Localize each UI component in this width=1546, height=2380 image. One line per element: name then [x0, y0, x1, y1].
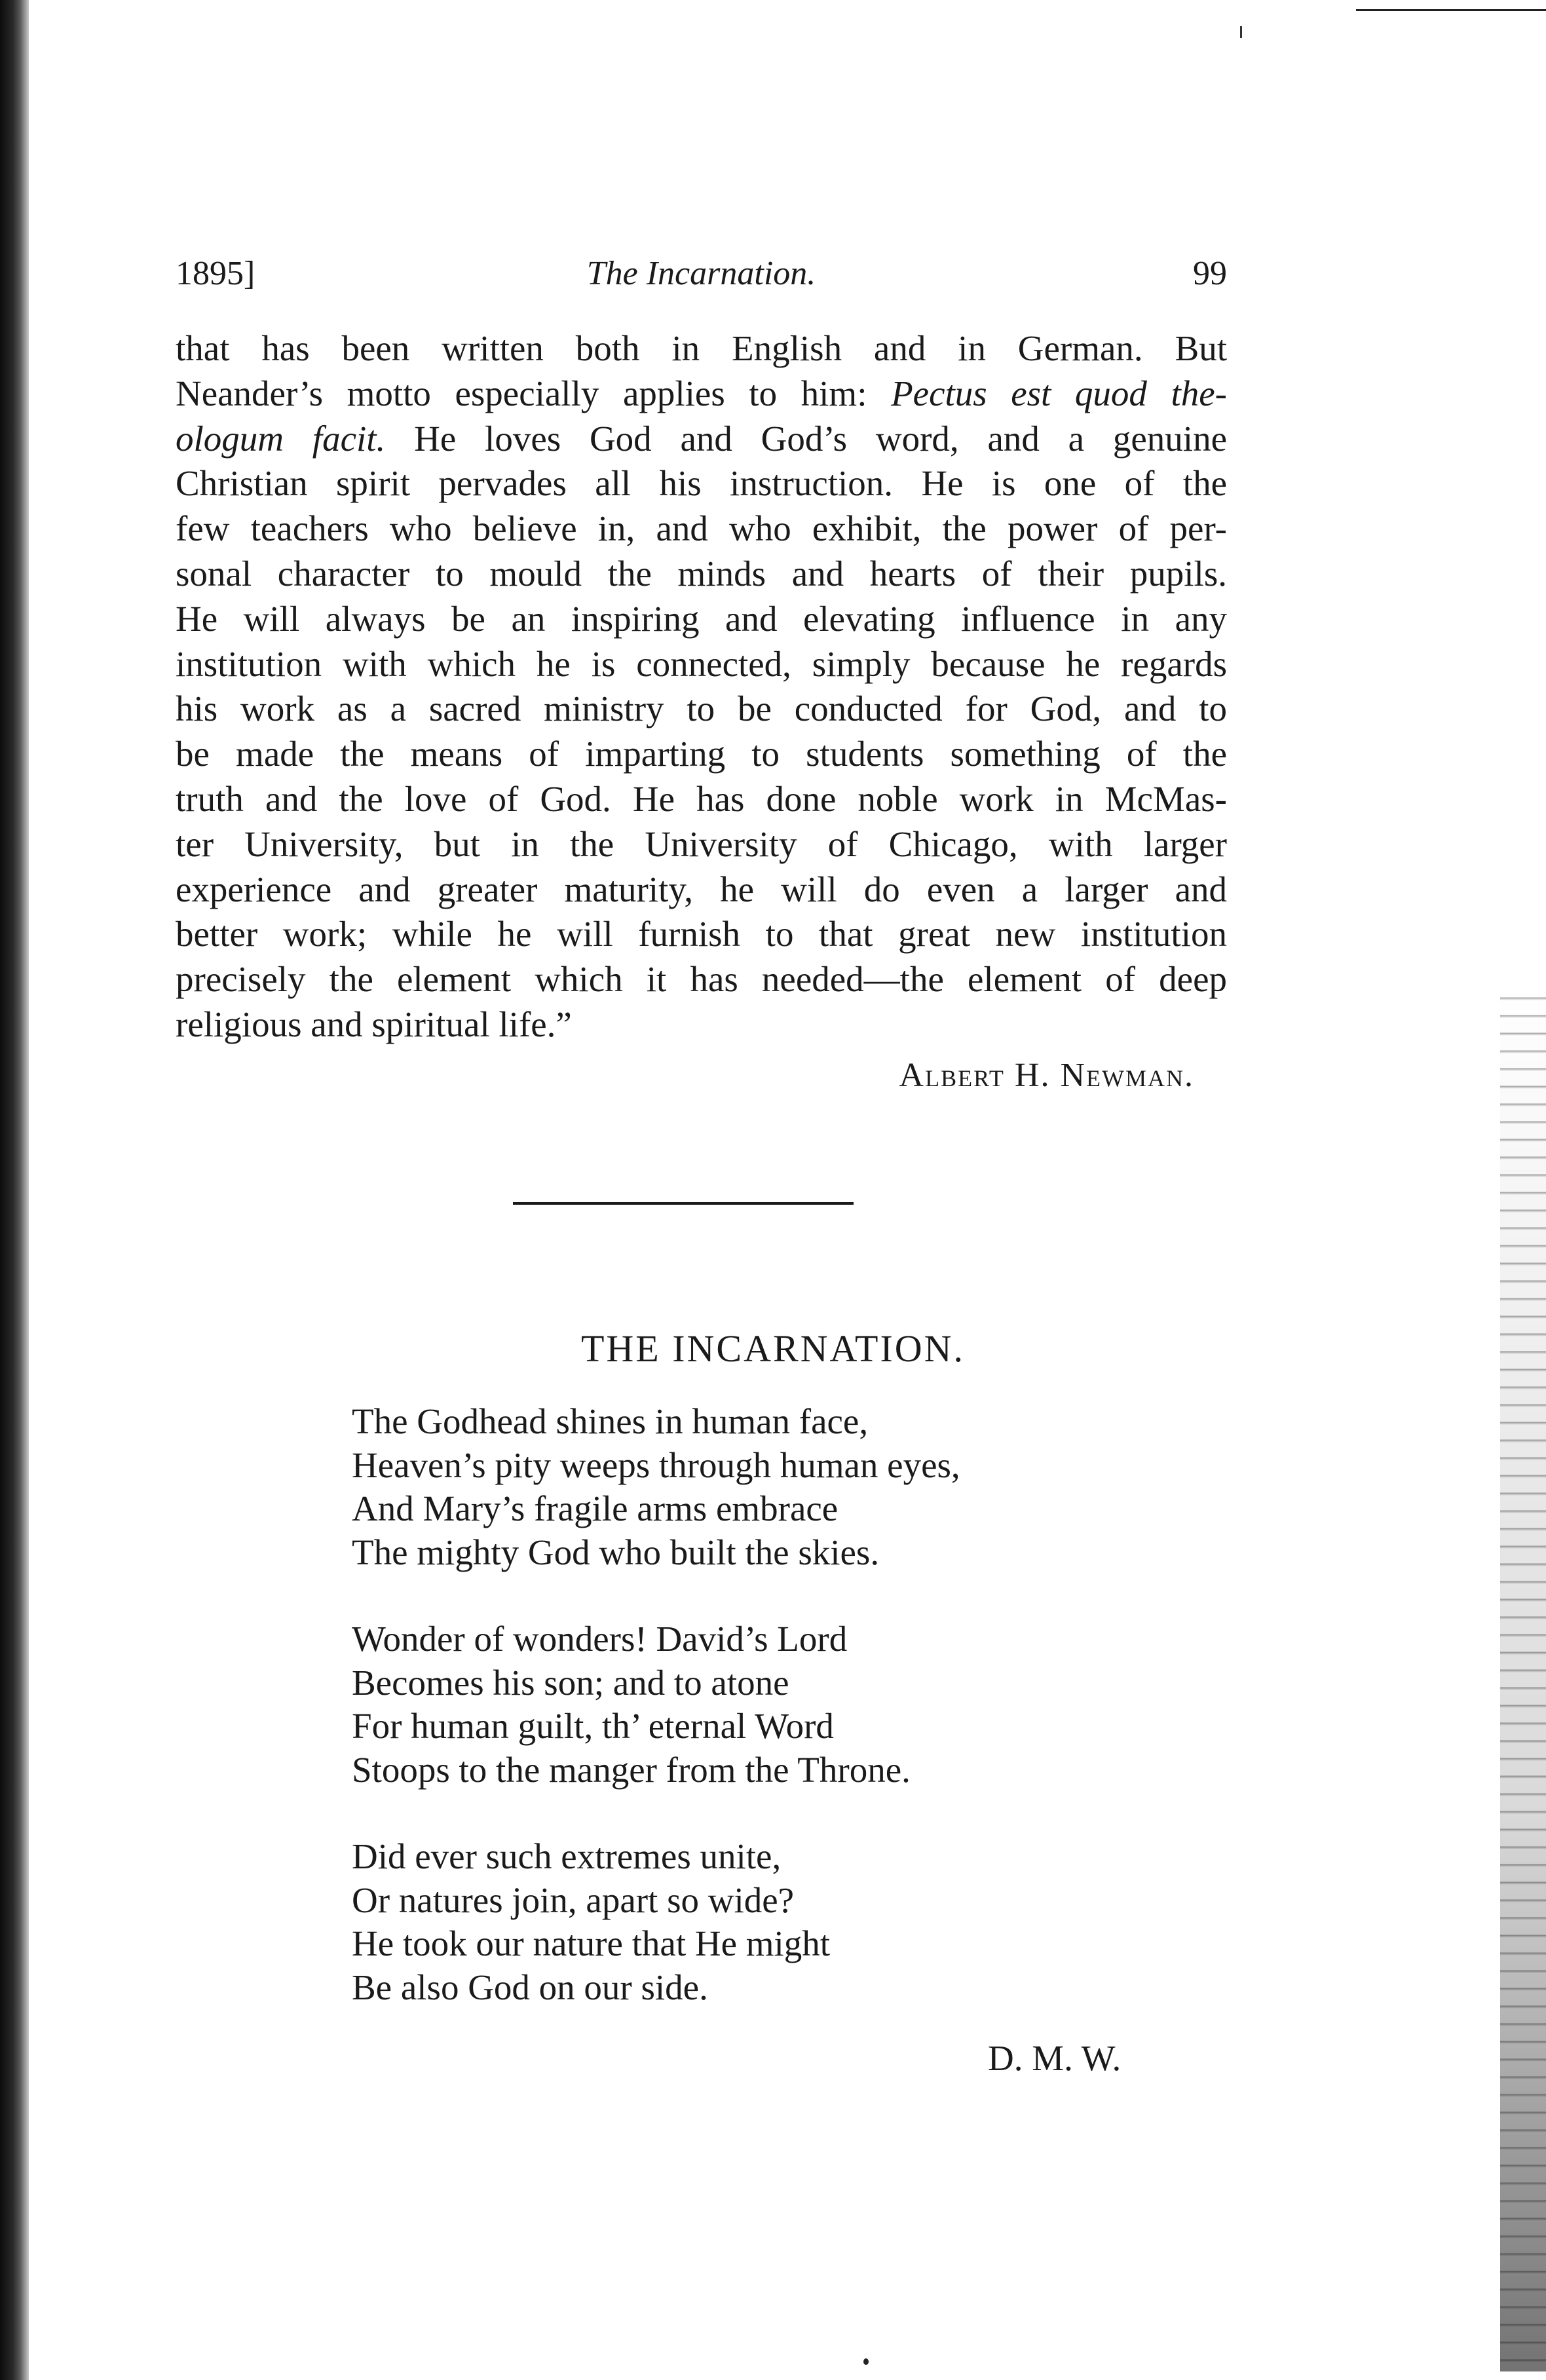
poem-line: And Mary’s fragile arms embrace	[352, 1488, 839, 1528]
prose-line-text: He loves God and God’s word, and a genuine	[385, 418, 1227, 459]
prose-line: better work; while he will furnish to that great new institution	[176, 914, 1227, 954]
poem-title: THE INCARNATION.	[580, 1327, 966, 1370]
book-spine-shadow	[0, 0, 29, 2380]
poem-stanza	[352, 1617, 960, 1792]
poem-line: For human guilt, th’ eternal Word	[352, 1706, 834, 1746]
poem-line: Did ever such extremes unite,	[352, 1836, 782, 1876]
poem-line: Wonder of wonders! David’s Lord	[352, 1619, 848, 1659]
poem-line: The Godhead shines in human face,	[352, 1401, 869, 1441]
poem-author-initials: D. M. W.	[988, 2038, 1122, 2078]
page-number: 99	[1193, 255, 1227, 292]
prose-line: experience and greater maturity, he will do even a larger and	[176, 869, 1227, 909]
prose-line: Christian spirit pervades all his instruction. He is one of the	[176, 463, 1227, 504]
prose-line: precisely the element which it has needed—the element of deep	[176, 959, 1227, 1000]
poem-line: Be also God on our side.	[352, 1967, 708, 2007]
prose-line	[176, 417, 1227, 462]
running-head	[176, 254, 1227, 300]
poem-stanza	[352, 1835, 960, 2009]
prose-line: truth and the love of God. He has done noble work in McMas-	[176, 778, 1227, 819]
author-signature: Albert H. Newman.	[899, 1057, 1194, 1094]
prose-line: ter University, but in the University of Chicago, with larger	[176, 823, 1227, 864]
prose-paragraph	[176, 326, 1227, 1048]
poem-line: The mighty God who built the skies.	[352, 1532, 880, 1572]
latin-phrase: Pectus est quod the-	[891, 373, 1227, 413]
poem-line: Or natures join, apart so wide?	[352, 1879, 795, 1920]
stray-ink-dot	[863, 2358, 869, 2365]
prose-line	[176, 371, 1227, 417]
poem-line: He took our nature that He might	[352, 1923, 831, 1963]
corner-rule	[1356, 9, 1546, 11]
prose-line: sonal character to mould the minds and hearts of their pupils.	[176, 553, 1227, 594]
poem-body	[352, 1400, 960, 2052]
poem-stanza	[352, 1400, 960, 1574]
running-head-year: 1895]	[176, 255, 255, 292]
prose-line: that has been written both in English and in German. But	[176, 328, 1227, 368]
prose-line: religious and spiritual life.”	[176, 1004, 572, 1044]
poem-line: Becomes his son; and to atone	[352, 1662, 789, 1703]
poem-line: Stoops to the manger from the Throne.	[352, 1749, 911, 1790]
latin-phrase-continued: ologum facit.	[176, 418, 386, 459]
prose-line: be made the means of imparting to students something of the	[176, 734, 1227, 774]
prose-line: institution with which he is connected, simply because he regards	[176, 643, 1227, 684]
page-edge-speckle	[1500, 983, 1546, 2371]
prose-line: his work as a sacred ministry to be conducted for God, and to	[176, 689, 1227, 729]
prose-line: few teachers who believe in, and who exhibit, the power of per-	[176, 508, 1227, 549]
section-separator-rule	[513, 1202, 854, 1205]
corner-tick-mark	[1240, 26, 1242, 38]
poem-line: Heaven’s pity weeps through human eyes,	[352, 1445, 960, 1485]
prose-line-text: Neander’s motto especially applies to him:	[176, 373, 892, 413]
running-head-title: The Incarnation.	[586, 255, 816, 292]
prose-line: He will always be an inspiring and elevating influence in any	[176, 598, 1227, 639]
